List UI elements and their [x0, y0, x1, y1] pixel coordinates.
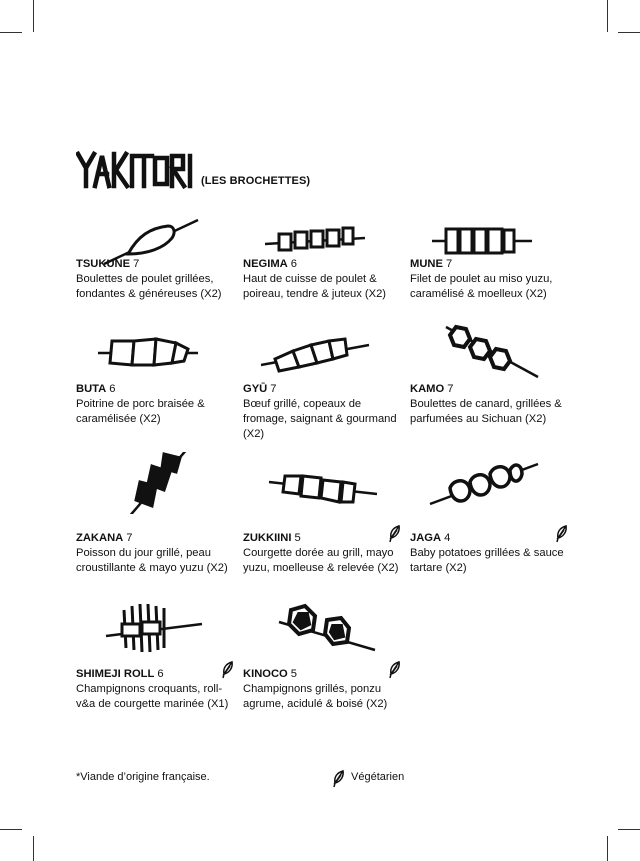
item-name: ZAKANA	[76, 532, 124, 544]
item-text	[76, 667, 234, 712]
crop-mark	[0, 32, 22, 33]
item-description: Boulettes de canard, grillées & parfumées au Sichuan (X2)	[410, 398, 562, 425]
item-price: 4	[444, 532, 451, 544]
item-description: Champignons grillés, ponzu agrume, acidulé & boisé (X2)	[243, 683, 388, 710]
item-description: Poitrine de porc braisée & caramélisée (X2)	[76, 398, 205, 425]
gyu-skewer-icon	[243, 323, 401, 385]
item-name: KINOCO	[243, 668, 288, 680]
item-description: Baby potatoes grillées & sauce tartare (X2)	[410, 547, 564, 574]
item-price: 5	[294, 532, 301, 544]
item-name: JAGA	[410, 532, 442, 544]
crop-mark	[607, 836, 608, 861]
item-name: TSUKUNE	[76, 258, 131, 270]
origin-note: *Viande d’origine française.	[76, 771, 210, 783]
item-description: Bœuf grillé, copeaux de fromage, saignant & gourmand (X2)	[243, 398, 397, 440]
item-price: 7	[133, 258, 140, 270]
shimeji-skewer-icon	[76, 596, 234, 658]
item-text	[243, 531, 401, 576]
item-description: Boulettes de poulet grillées, fondantes & généreuses (X2)	[76, 273, 222, 300]
item-name: MUNE	[410, 258, 443, 270]
leaf-icon	[556, 525, 568, 543]
leaf-icon	[389, 661, 401, 679]
leaf-icon	[389, 525, 401, 543]
crop-mark	[607, 0, 608, 32]
item-name: ZUKKIINI	[243, 532, 292, 544]
item-text	[410, 257, 568, 302]
item-text	[410, 382, 568, 427]
item-price: 5	[290, 668, 297, 680]
item-text	[76, 531, 234, 576]
crop-mark	[33, 0, 34, 32]
item-name: GYŪ	[243, 383, 268, 395]
crop-mark	[33, 836, 34, 861]
item-price: 6	[290, 258, 297, 270]
item-price: 7	[126, 532, 133, 544]
kinoco-skewer-icon	[243, 596, 401, 658]
item-text	[243, 667, 401, 712]
zukkiini-skewer-icon	[243, 452, 401, 514]
item-price: 6	[157, 668, 164, 680]
item-name: SHIMEJI ROLL	[76, 668, 155, 680]
vegetarian-legend: Végétarien	[351, 771, 405, 783]
jaga-skewer-icon	[410, 452, 568, 514]
item-description: Poisson du jour grillé, peau croustillante & mayo yuzu (X2)	[76, 547, 228, 574]
leaf-icon	[333, 770, 345, 788]
yakitori-logo	[76, 150, 194, 190]
item-description: Champignons croquants, roll-v&a de courgette marinée (X1)	[76, 683, 229, 710]
crop-mark	[0, 829, 22, 830]
buta-skewer-icon	[76, 323, 234, 385]
item-price: 6	[109, 383, 116, 395]
item-text	[243, 382, 401, 442]
crop-mark	[618, 32, 640, 33]
section-subtitle: (LES BROCHETTES)	[201, 175, 311, 187]
kamo-skewer-icon	[410, 323, 568, 385]
item-name: NEGIMA	[243, 258, 288, 270]
item-description: Courgette dorée au grill, mayo yuzu, moelleuse & relevée (X2)	[243, 547, 399, 574]
item-text	[243, 257, 401, 302]
item-text	[76, 257, 234, 302]
zakana-skewer-icon	[76, 452, 234, 514]
crop-mark	[618, 829, 640, 830]
item-name: KAMO	[410, 383, 445, 395]
leaf-icon	[222, 661, 234, 679]
item-description: Filet de poulet au miso yuzu, caramélisé & moelleux (X2)	[410, 273, 553, 300]
item-description: Haut de cuisse de poulet & poireau, tendre & juteux (X2)	[243, 273, 387, 300]
item-price: 7	[447, 383, 454, 395]
item-text	[76, 382, 234, 427]
item-text	[410, 531, 568, 576]
item-price: 7	[445, 258, 453, 270]
item-price: 7	[270, 383, 277, 395]
item-name: BUTA	[76, 383, 107, 395]
